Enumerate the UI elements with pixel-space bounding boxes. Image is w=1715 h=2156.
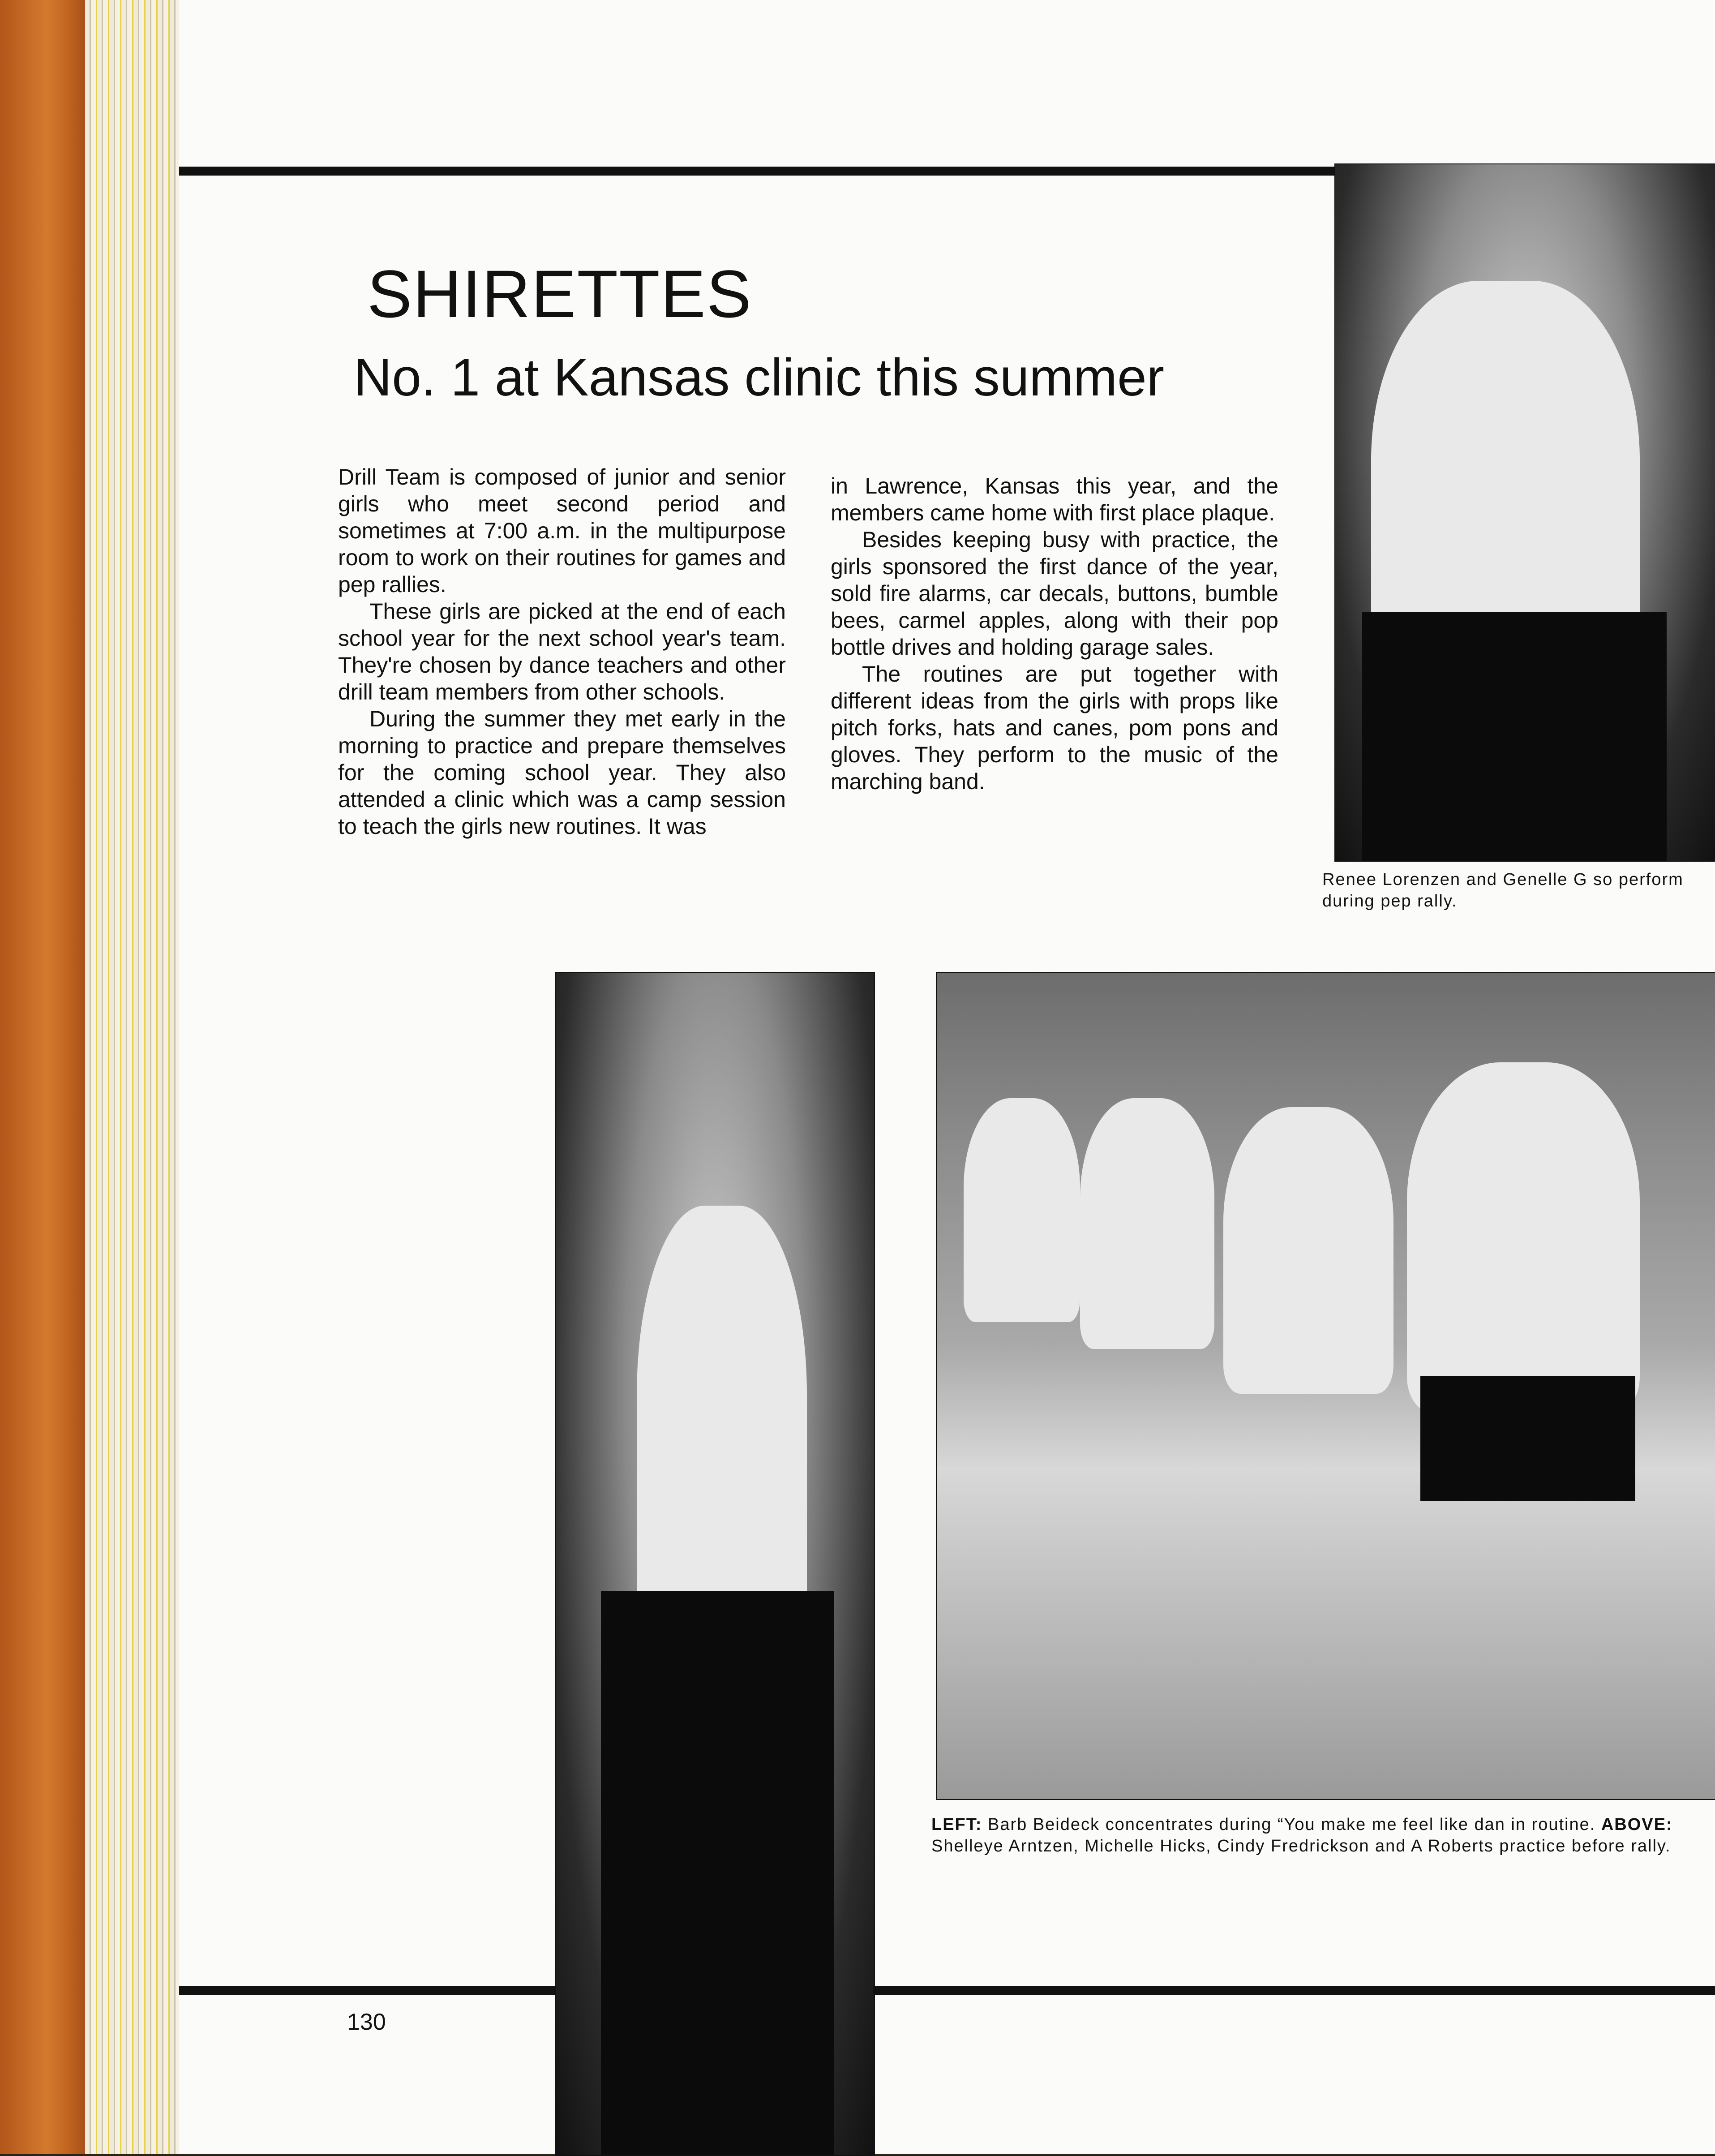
- body-column-left: [338, 464, 786, 929]
- top-rule: [179, 167, 1334, 176]
- paragraph: in Lawrence, Kansas this year, and the members came home with first place plaque.: [831, 473, 1278, 525]
- paragraph: Drill Team is composed of junior and senior girls who meet second period and sometimes at 7:00 a.m. in the multipurpose room to work on their routines for games and pep rallies.: [338, 464, 786, 597]
- page-number: 130: [347, 2009, 386, 2035]
- page-title: SHIRETTES: [367, 256, 752, 331]
- photo-pep-rally: [1334, 163, 1715, 862]
- caption-label-above: ABOVE:: [1601, 1815, 1673, 1834]
- photo-barb-beideck: [555, 972, 875, 2156]
- photo-figure: [1080, 1098, 1214, 1349]
- page-edges: [85, 0, 179, 2154]
- photo-figure: [601, 1591, 834, 2155]
- book-binding: [0, 0, 85, 2154]
- body-column-right: [831, 472, 1278, 795]
- caption-text-above: Shelleye Arntzen, Michelle Hicks, Cindy Fredrickson and A Roberts practice before rally.: [931, 1837, 1671, 1855]
- bottom-rule-left: [179, 1986, 555, 1995]
- yearbook-page: [179, 0, 1715, 2154]
- caption-top-photo: Renee Lorenzen and Genelle G so perform during pep rally.: [1322, 870, 1684, 911]
- photo-figure: [1407, 1062, 1640, 1412]
- bottom-rule-right: [873, 1986, 1715, 1995]
- paragraph: These girls are picked at the end of each school year for the next school year's team. They're chosen by dance teachers and other drill team members from other schools.: [338, 599, 786, 704]
- photo-figure: [1420, 1376, 1635, 1501]
- caption-text-left: Barb Beideck concentrates during “You make me feel like dan in routine.: [982, 1815, 1601, 1834]
- paragraph: Besides keeping busy with practice, the girls sponsored the first dance of the year, sold fire alarms, car decals, buttons, bumble bees, carmel apples, along with their pop bottle drives and holding garage sales.: [831, 527, 1278, 660]
- photo-figure: [1223, 1107, 1393, 1394]
- paragraph: During the summer they met early in the morning to practice and prepare themselves for the coming school year. They also attended a clinic which was a camp session to teach the girls new routines. It was: [338, 706, 786, 839]
- photo-figure: [1362, 612, 1667, 861]
- photo-drill-team-practice: [936, 972, 1715, 1800]
- paragraph: The routines are put together with different ideas from the girls with props like pitch forks, hats and canes, pom pons and gloves. They perform to the music of the marching band.: [831, 661, 1278, 794]
- page-subtitle: No. 1 at Kansas clinic this summer: [354, 348, 1164, 407]
- photo-figure: [964, 1098, 1080, 1322]
- caption-bottom-photos: [931, 1814, 1715, 1857]
- caption-label-left: LEFT:: [931, 1815, 982, 1834]
